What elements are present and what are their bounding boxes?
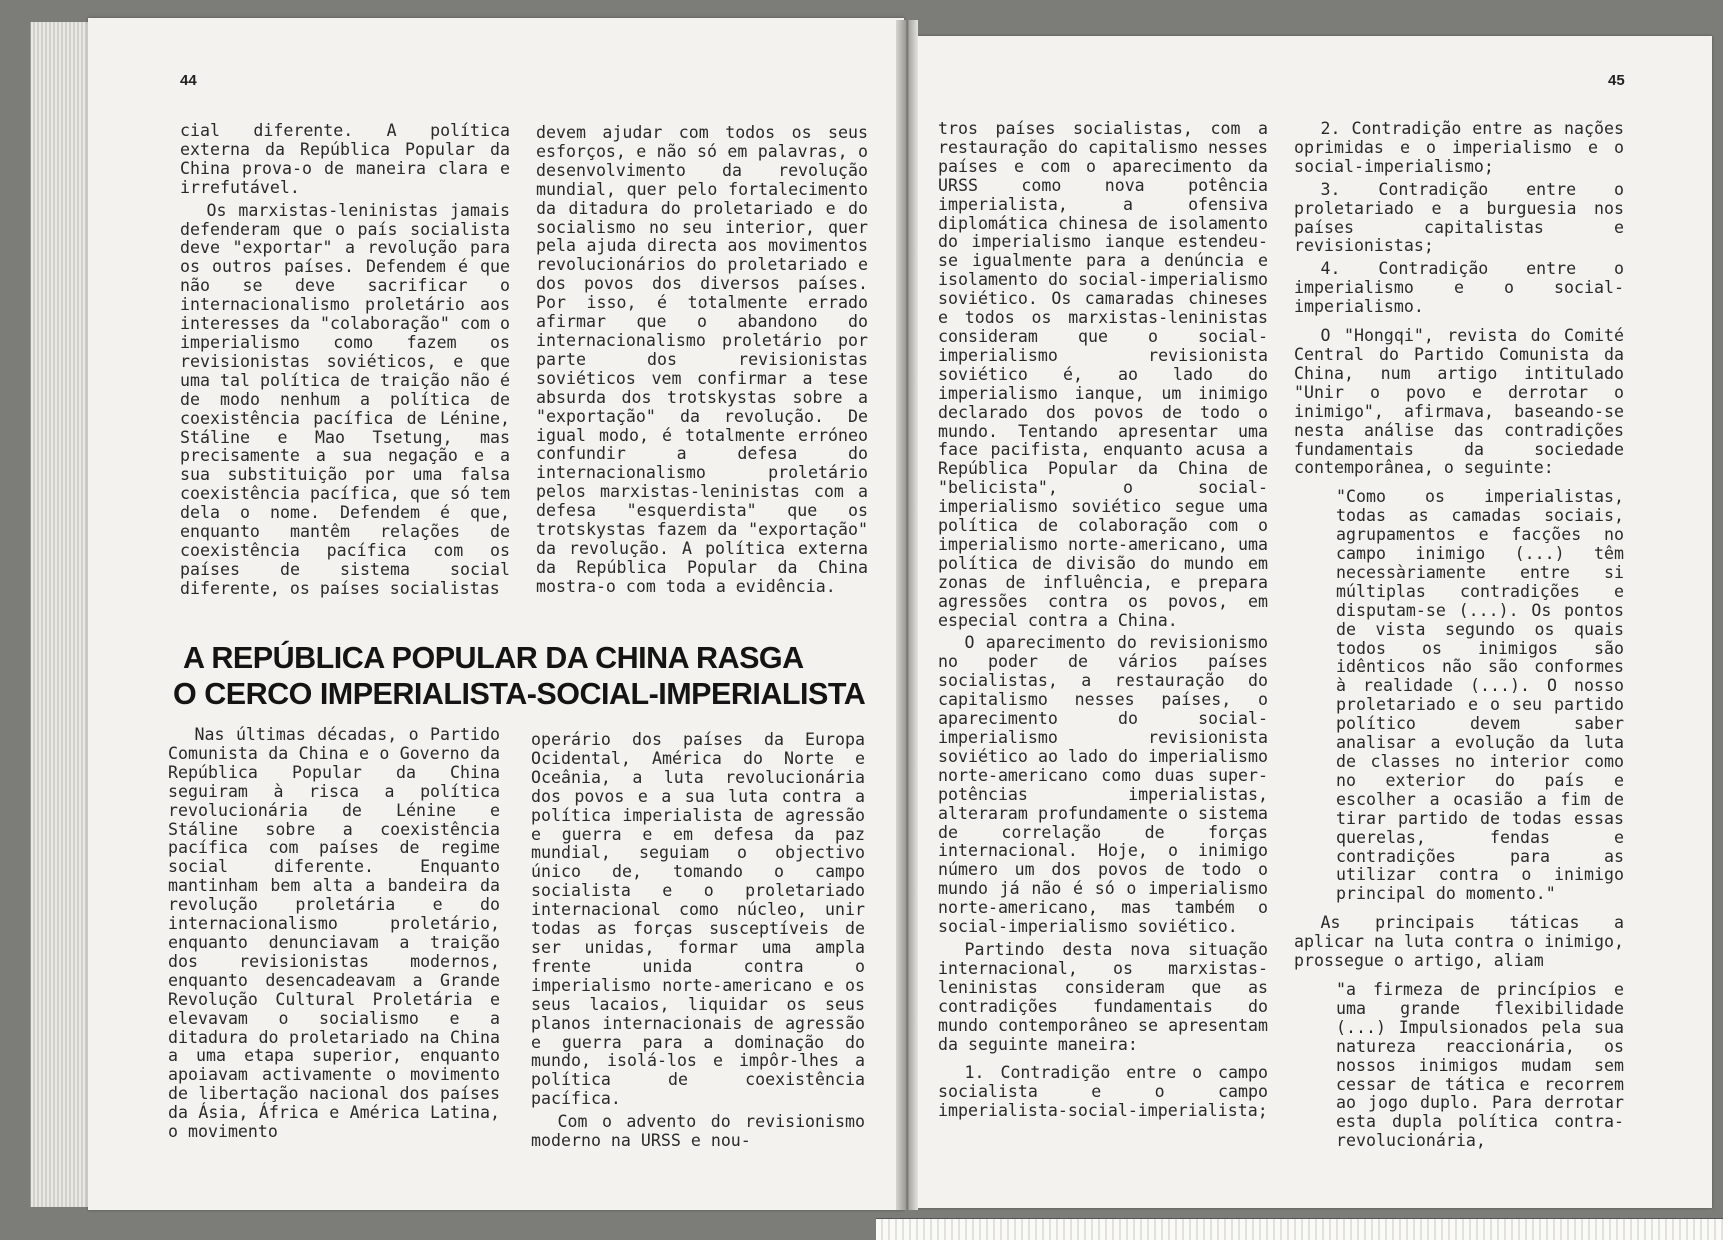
paragraph: O aparecimento do revisionismo no poder de vários países socialistas, a restauração do capitalismo nesses países, o aparecimento do social-imperialismo revisionista soviético ao lado do imperialismo norte-americano como duas super-potências imperialistas, alteraram profundamente o sistema de correlação de forças internacional. Hoje, o inimigo número um dos povos de todo o mundo já não é só o imperialismo norte-americano, mas também o social-imperialismo soviético. [938,633,1268,937]
list-item: 3. Contradição entre o proletariado e a burguesia nos países capitalistas e revisionistas; [1294,179,1624,256]
list-item: 2. Contradição entre as nações oprimidas e o imperialismo e o social-imperialismo; [1294,119,1624,176]
paragraph: O "Hongqi", revista do Comité Central do Partido Comunista da China, num artigo intitulado "Unir o povo e derrotar o inimigo", afirmava, baseando-se nesta análise das contradições fundamentais da sociedade contemporânea, o seguinte: [1294,326,1624,478]
paragraph: devem ajudar com todos os seus esforços, e não só em palavras, o desenvolvimento da revolução mundial, quer pelo fortalecimento da ditadura do proletariado e do socialismo no seu interior, quer pela ajuda directa aos movimentos revolucionários do proletariado e dos povos dos diversos países. Por isso, é totalmente errado afirmar que o abandono do internacionalismo proletário por parte dos revisionistas soviéticos vem confirmar a tese absurda dos trotskystas sobre a "exportação" da revolução. De igual modo, é totalmente erróneo confundir a defesa do internacionalismo proletário pelos marxistas-leninistas com a defesa "esquerdista" que os trotskystas fazem da "exportação" da revolução. A política externa da República Popular da China mostra-o com toda a evidência. [536,123,868,596]
paragraph: Os marxistas-leninistas jamais defenderam que o país socialista deve "exportar" a revolução para os outros países. Defendem é que não se deve sacrificar o internacionalismo proletário aos interesses da "colaboração" com o imperialismo como fazem os revisionistas soviéticos, e que uma tal política de traição não é de modo nenhum a política de coexistência pacífica de Lénine, Stáline e Mao Tsetung, mas precisamente a sua negação e a sua substituição por uma falsa coexistência pacífica, que só tem dela o nome. Defendem é que, enquanto mantêm relações de coexistência pacífica com os países de sistema social diferente, os países socialistas [180,200,510,598]
headline-line-2: O CERCO IMPERIALISTA-SOCIAL-IMPERIALISTA [173,677,866,711]
right-column-1 [938,120,1268,1121]
left-column-1 [180,122,510,599]
left-column-3 [168,726,500,1142]
list-item: 4. Contradição entre o imperialismo e o social-imperialismo. [1294,259,1624,317]
book-gutter [896,20,918,1210]
right-column-2 [1294,120,1624,1151]
paragraph: tros países socialistas, com a restauração do capitalismo nesses países e com o aparecimento da URSS como nova potência imperialista, a ofensiva diplomática chinesa de isolamento do imperialismo ianque estendeu-se igualmente para a denúncia e isolamento do social-imperialismo soviético. Os camaradas chineses e todos os marxistas-leninistas consideram que o social-imperialismo revisionista soviético é, ao lado do imperialismo ianque, um inimigo declarado dos povos de todo o mundo. Tentando apresentar uma face pacifista, enquanto acusa a República Popular da China de "belicista", o social-imperialismo soviético segue uma política de colaboração com o imperialismo norte-americano, uma política de divisão do mundo em zonas de influência, e prepara agressões contra os povos, em especial contra a China. [938,119,1268,630]
left-column-2 [536,124,868,597]
paragraph: cial diferente. A política externa da República Popular da China prova-o de maneira clara e irrefutável. [180,121,510,197]
block-quote: "a firmeza de princípios e uma grande flexibilidade (...) Impulsionados pela sua natureza reaccionária, os nossos inimigos mudam sem cessar de tática e recorrem ao jogo duplo. Para derrotar esta dupla política contra-revolucionária, [1336,979,1624,1151]
paragraph: As principais táticas a aplicar na luta contra o inimigo, prossegue o artigo, aliam [1294,913,1624,971]
block-quote: "Como os imperialistas, todas as camadas sociais, agrupamentos e facções no campo inimigo (...) têm necessàriamente entre si múltiplas contradições e disputam-se (...). Os pontos de vista segundo os quais todos os inimigos são idênticos não são conformes à realidade (...). O nosso proletariado e o seu partido político devem saber analisar a evolução da luta de classes no interior como no exterior do país e escolher a ocasião a fim de tirar partido de todas essas querelas, fendas e contradições para as utilizar contra o inimigo principal do momento." [1336,487,1624,904]
page-number-right: 45 [1608,72,1625,89]
scan-calibration-strip [876,1218,1723,1240]
paragraph: operário dos países da Europa Ocidental, América do Norte e Oceânia, a luta revolucionária dos povos e a sua luta contra a política imperialista de agressão e guerra e em defesa da paz mundial, seguiam o objectivo único de, tomando o campo socialista e o proletariado internacional como núcleo, unir todas as forças susceptíveis de ser unidas, formar uma ampla frente unida contra o imperialismo norte-americano e os seus lacaios, liquidar os seus planos internacionais de agressão e guerra para a dominação do mundo, isolá-los e impôr-lhes a política de coexistência pacífica. [531,730,865,1109]
page-number-left: 44 [180,72,197,89]
paragraph: Partindo desta nova situação internacional, os marxistas-leninistas consideram que as contradições fundamentais do mundo contemporâneo se apresentam da seguinte maneira: [938,939,1268,1054]
headline-line-1: A REPÚBLICA POPULAR DA CHINA RASGA [183,641,804,675]
section-headline [173,640,866,712]
paragraph: Nas últimas décadas, o Partido Comunista da China e o Governo da República Popular da China seguiram à risca a política revolucionária de Lénine e Stáline sobre a coexistência pacífica com países de regime social diferente. Enquanto mantinham bem alta a bandeira da revolução proletária e do internacionalismo proletário, enquanto denunciavam a traição dos revisionistas modernos, enquanto desencadeavam a Grande Revolução Cultural Proletária e elevavam o socialismo e a ditadura do proletariado na China a uma etapa superior, enquanto apoiavam activamente o movimento de libertação nacional dos países da Ásia, África e América Latina, o movimento [168,725,500,1142]
paragraph: Com o advento do revisionismo moderno na URSS e nou- [531,1112,865,1151]
left-column-4 [531,731,865,1151]
list-item: 1. Contradição entre o campo socialista e o campo imperialista-social-imperialista; [938,1063,1268,1121]
